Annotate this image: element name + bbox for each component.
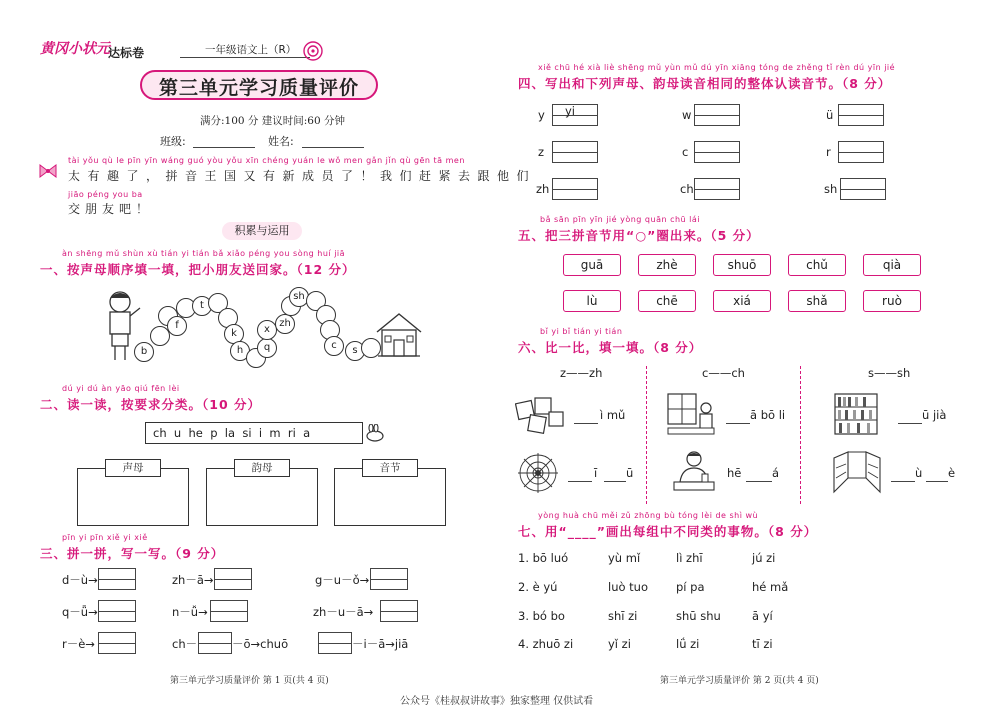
q3-item: －ō→chuō	[232, 637, 289, 651]
name-label: 姓名:	[268, 135, 294, 148]
q3-answer-box[interactable]	[198, 632, 232, 654]
q3-item: －i－ā→jiā	[352, 637, 409, 651]
q3-answer-box[interactable]	[214, 568, 252, 590]
q6-pair: z——zh	[560, 366, 603, 380]
q4-label: ü	[826, 108, 834, 122]
q5-syllable[interactable]: ruò	[863, 290, 921, 312]
q7-item[interactable]: tī zi	[752, 637, 773, 651]
house-illustration	[374, 312, 424, 358]
q6-text: ā bō li	[750, 408, 786, 422]
q6-blank[interactable]	[574, 423, 598, 424]
q6-title: 六、比一比，填一填。（8 分）	[518, 340, 703, 355]
q5-syllable[interactable]: chē	[638, 290, 696, 312]
q3-item: ch－	[172, 637, 198, 651]
page-title: 第三单元学习质量评价	[158, 77, 359, 99]
q6-blank[interactable]	[898, 423, 922, 424]
q3-item: g－u－ǒ→	[315, 573, 370, 587]
rabbit-icon	[364, 424, 386, 442]
q6-text: ū jià	[922, 408, 947, 422]
q5-syllable[interactable]: shuō	[713, 254, 771, 276]
letter-cards-illustration	[515, 394, 565, 436]
q5-syllable[interactable]: chǔ	[788, 254, 846, 276]
bubble-b: b	[134, 342, 154, 362]
q5-syllable[interactable]: lù	[563, 290, 621, 312]
q6-blank[interactable]	[604, 481, 626, 482]
bubble-k: k	[224, 324, 244, 344]
q6-pair: s——sh	[868, 366, 911, 380]
q3-answer-box[interactable]	[380, 600, 418, 622]
q4-label: zh	[536, 182, 550, 196]
q6-divider	[800, 366, 801, 504]
q6-blank[interactable]	[568, 481, 592, 482]
window-cleaning-illustration	[666, 392, 716, 436]
q3-answer-box[interactable]	[318, 632, 352, 654]
q4-answer-box[interactable]	[694, 104, 740, 126]
q3-item: zh－ā→	[172, 573, 214, 587]
q2-letter-box: ch u he p la si i m ri a	[145, 422, 363, 444]
q3-item: zh－u－ā→	[313, 605, 374, 619]
q6-text: è	[948, 466, 956, 480]
q3-pinyin: pīn yi pīn xiě yi xiě	[62, 533, 148, 542]
q6-blank[interactable]	[926, 481, 948, 482]
q6-blank[interactable]	[891, 481, 915, 482]
q7-item[interactable]: pí pa	[676, 580, 705, 594]
q6-text: hē	[727, 466, 742, 480]
q4-answer-box[interactable]	[552, 178, 598, 200]
drinking-person-illustration	[672, 450, 716, 494]
right-footer: 第三单元学习质量评价 第 2 页(共 4 页)	[660, 676, 819, 686]
q4-pinyin: xiě chū hé xià liè shēng mǔ yùn mǔ dú yīn xiāng tóng de zhěng tǐ rèn dú yīn jié	[538, 63, 896, 72]
q3-item: r－è→	[62, 637, 95, 651]
q2-pinyin: dú yi dú àn yāo qiú fēn lèi	[62, 384, 180, 393]
q6-divider	[646, 366, 647, 504]
intro-pinyin-1: tài yǒu qù le pīn yīn wáng guó yòu yǒu xīn chéng yuán le wǒ men gǎn jǐn qù gēn tā men	[68, 156, 465, 165]
q1-title: 一、按声母顺序填一填，把小朋友送回家。（12 分）	[40, 262, 356, 277]
bow-icon	[38, 164, 58, 178]
q3-item: d－ù→	[62, 573, 98, 587]
category-label-yunmu: 韵母	[234, 459, 290, 477]
q3-answer-box[interactable]	[98, 600, 136, 622]
q6-text: ū	[626, 466, 634, 480]
q4-answer-box[interactable]	[694, 141, 740, 163]
section-banner: 积累与运用	[222, 222, 302, 240]
bookshelf-illustration	[833, 392, 879, 436]
q7-item[interactable]: 3. bó bo	[518, 609, 565, 623]
watermark-note: 公众号《桂叔叔讲故事》独家整理 仅供试看	[400, 696, 594, 707]
q4-answer-box[interactable]	[552, 141, 598, 163]
q6-blank[interactable]	[746, 481, 772, 482]
q4-label: r	[826, 145, 831, 159]
q4-answer-box[interactable]	[840, 178, 886, 200]
q3-answer-box[interactable]	[370, 568, 408, 590]
q7-item[interactable]: lǘ zi	[676, 637, 700, 651]
q7-item[interactable]: hé mǎ	[752, 580, 789, 594]
q6-blank[interactable]	[726, 423, 750, 424]
q7-item[interactable]: 4. zhuō zi	[518, 637, 574, 651]
q3-item: q－ǖ→	[62, 605, 98, 619]
q3-title: 三、拼一拼，写一写。（9 分）	[40, 546, 225, 561]
q6-pair: c——ch	[702, 366, 745, 380]
q7-item[interactable]: 1. bō luó	[518, 551, 569, 565]
q7-item[interactable]: jú zi	[752, 551, 776, 565]
q7-item[interactable]: luò tuo	[608, 580, 649, 594]
q7-title: 七、用“____”画出每组中不同类的事物。（8 分）	[518, 524, 818, 539]
swirl-icon	[302, 40, 324, 62]
q6-text: á	[772, 466, 780, 480]
q6-text: ù	[915, 466, 923, 480]
q3-answer-box[interactable]	[210, 600, 248, 622]
left-footer: 第三单元学习质量评价 第 1 页(共 4 页)	[170, 676, 329, 686]
class-line[interactable]	[193, 147, 255, 148]
q4-answer-box[interactable]	[838, 141, 884, 163]
q7-item[interactable]: lì zhī	[676, 551, 703, 565]
q4-label: y	[538, 108, 545, 122]
q7-item[interactable]: yù mǐ	[608, 551, 641, 565]
q1-pinyin: àn shēng mǔ shùn xù tián yi tián bǎ xiǎo péng you sòng huí jiā	[62, 249, 346, 258]
q6-text: ī	[594, 466, 598, 480]
library-illustration	[832, 448, 882, 494]
q5-syllable[interactable]: zhè	[638, 254, 696, 276]
q5-title: 五、把三拼音节用“○”圈出来。（5 分）	[518, 228, 760, 243]
bubble-q: q	[257, 338, 277, 358]
bubble-f: f	[167, 316, 187, 336]
name-line[interactable]	[302, 147, 364, 148]
q5-syllable[interactable]: xiá	[713, 290, 771, 312]
category-label-yinjie: 音节	[362, 459, 418, 477]
bubble-t: t	[192, 296, 212, 316]
grade-label: 一年级语文上（R）	[205, 44, 297, 56]
q4-label: ch	[680, 182, 694, 196]
q4-label: c	[682, 145, 689, 159]
brand-logo: 黄冈小状元	[40, 41, 110, 57]
q4-answer-box[interactable]	[838, 104, 884, 126]
brand-sub: 达标卷	[108, 46, 145, 60]
q5-syllable[interactable]: qià	[863, 254, 921, 276]
q7-item[interactable]: shū shu	[676, 609, 721, 623]
q3-answer-box[interactable]	[98, 632, 136, 654]
q5-syllable[interactable]: shǎ	[788, 290, 846, 312]
q7-item[interactable]: 2. è yú	[518, 580, 558, 594]
q6-text: ì mǔ	[600, 408, 626, 422]
q3-answer-box[interactable]	[98, 568, 136, 590]
q4-label: z	[538, 145, 545, 159]
score-info: 满分:100 分 建议时间:60 分钟	[200, 115, 345, 127]
q4-label: w	[682, 108, 692, 122]
bubble-zh: zh	[275, 314, 295, 334]
class-label: 班级:	[160, 135, 186, 148]
bubble-h: h	[230, 341, 250, 361]
q7-item[interactable]: shī zi	[608, 609, 638, 623]
q2-title: 二、读一读，按要求分类。（10 分）	[40, 397, 261, 412]
q4-example: yi	[565, 104, 576, 118]
q7-item[interactable]: ā yí	[752, 609, 773, 623]
bubble-x: x	[257, 320, 277, 340]
intro-pinyin-2: jiāo péng you ba	[68, 190, 143, 199]
spider-web-illustration	[515, 452, 561, 494]
header-rule	[180, 57, 310, 58]
q5-pinyin: bǎ sān pīn yīn jié yòng quān chū lái	[540, 215, 701, 224]
bubble-s: s	[345, 341, 365, 361]
bubble-c: c	[324, 336, 344, 356]
q7-item[interactable]: yǐ zi	[608, 637, 631, 651]
category-label-shengmu: 声母	[105, 459, 161, 477]
bubble-sh: sh	[289, 287, 309, 307]
q7-pinyin: yòng huà chū měi zǔ zhōng bù tóng lèi de shì wù	[538, 511, 759, 520]
intro-text-2: 交朋友吧！	[68, 202, 154, 216]
q4-answer-box[interactable]	[694, 178, 740, 200]
q4-title: 四、写出和下列声母、韵母读音相同的整体认读音节。（8 分）	[518, 76, 892, 91]
q4-label: sh	[824, 182, 838, 196]
intro-text-1: 太有趣了，拼音王国又有新成员了！我们赶紧去跟他们	[68, 169, 537, 183]
q5-syllable[interactable]: guā	[563, 254, 621, 276]
q6-pinyin: bǐ yi bǐ tián yi tián	[540, 327, 623, 336]
q3-item: n－ǚ→	[172, 605, 208, 619]
